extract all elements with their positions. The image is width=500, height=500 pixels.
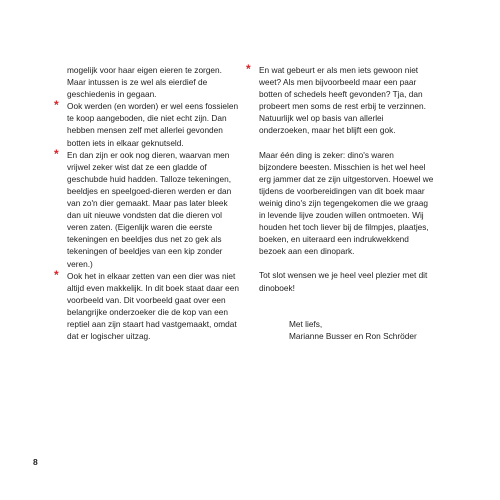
right-column — [246, 62, 434, 342]
paragraph-veren — [54, 146, 243, 270]
paragraph-gap — [259, 137, 434, 149]
paragraph-niet-weten — [246, 62, 434, 137]
page-number: 8 — [33, 457, 38, 467]
paragraph-text: mogelijk voor haar eigen eieren te zorgen. Maar intussen is ze wel als eierdief de geschiedenis in gegaan. — [67, 65, 222, 100]
paragraph-gap — [259, 294, 434, 306]
paragraph-gap — [259, 257, 434, 269]
paragraph-gap — [259, 306, 434, 318]
paragraph-eierdief — [67, 64, 243, 100]
closing-signature: Marianne Busser en Ron Schröder — [289, 330, 417, 341]
paragraph-text: En wat gebeurt er als men iets gewoon niet weet? Als men bijvoorbeeld maar een paar botten of schedels heeft gevonden? Tja, dan probeert men soms de rest erbij te verzinnen. Natuurlijk wel op basis van allerlei onderzoeken, maar het blijft een gok. — [259, 65, 426, 136]
paragraph-text: Maar één ding is zeker: dino's waren bijzondere beesten. Misschien is het wel heel erg jammer dat ze zijn uitgestorven. Hoewel we tijdens de voorbereidingen van dit boek maar weinig dino's zijn tegengekomen die we graag in levende lijve zouden willen ontmoeten. Wij houden het toch liever bij de filmpjes, plaatjes, boeken, en uiteraard een indrukwekkend bezoek aan een dinopark. — [259, 149, 434, 257]
paragraph-text: Ook het in elkaar zetten van een dier was niet altijd even makkelijk. In dit boek staat daar een voorbeeld van. Dit voorbeeld gaat over een belangrijke onderzoeker die de kop van een reptiel aan zijn staart had vastgemaakt, omdat dat er logischer uitzag. — [67, 270, 240, 342]
paragraph-text: Tot slot wensen we je heel veel plezier met dit dinoboek! — [259, 270, 428, 293]
paragraph-text: En dan zijn er ook nog dieren, waarvan men vrijwel zeker wist dat ze een gladde of geschubde huid hadden. Talloze tekeningen, beeldjes en speelgoed-dieren werden er dan van zo'n dier gemaakt. Maar pas later bleek dan uit nieuwe vondsten dat die dieren vol veren zaten. (Eigenlijk waren die eerste tekeningen en beeldjes dus net zo gek als tekeningen of beeldjes van een kip zonder veren.) — [67, 149, 232, 269]
paragraph-bijzondere-beesten — [259, 149, 434, 258]
red-asterisk-bullet: * — [54, 267, 59, 282]
red-asterisk-bullet: * — [54, 98, 59, 113]
paragraph-fossielen — [54, 98, 243, 148]
paragraph-text: Ook werden (en worden) er wel eens fossielen te koop aangeboden, die niet echt zijn. Dan hebben mensen zelf met allerlei gevonden botten iets in elkaar geknutseld. — [67, 101, 239, 148]
left-column — [54, 64, 243, 342]
paragraph-tot-slot — [259, 269, 434, 293]
closing-greeting: Met liefs, — [289, 318, 323, 329]
red-asterisk-bullet: * — [54, 146, 59, 161]
red-asterisk-bullet: * — [246, 62, 251, 76]
paragraph-in-elkaar-zetten — [54, 267, 243, 343]
